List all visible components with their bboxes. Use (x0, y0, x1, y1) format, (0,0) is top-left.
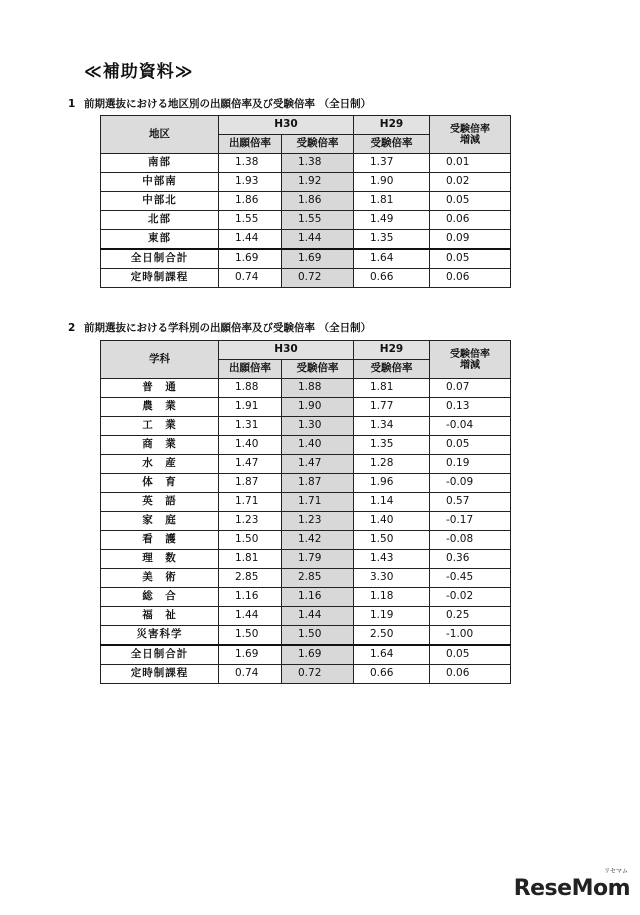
change-cell: -0.08 (430, 531, 511, 550)
row-name: 中部南 (101, 173, 219, 192)
row-name: 福 祉 (101, 607, 219, 626)
header-region: 地区 (101, 116, 219, 154)
table-row (101, 493, 511, 512)
row-name: 南部 (101, 154, 219, 173)
exam-ratio-cell: 1.69 (282, 645, 354, 665)
header-change-line2: 増減 (460, 134, 480, 146)
exam-ratio-cell: 1.50 (282, 626, 354, 646)
row-name: 全日制合計 (101, 645, 219, 665)
table-row (101, 436, 511, 455)
row-name: 家 庭 (101, 512, 219, 531)
exam-ratio-cell: 2.85 (282, 569, 354, 588)
change-cell: 0.19 (430, 455, 511, 474)
exam-ratio-cell: 1.30 (282, 417, 354, 436)
row-name: 水 産 (101, 455, 219, 474)
header-h30: H30 (219, 341, 354, 360)
exam-ratio-cell: 1.90 (282, 398, 354, 417)
change-cell: -0.17 (430, 512, 511, 531)
apply-ratio-cell: 1.69 (219, 645, 282, 665)
table-row (101, 192, 511, 211)
apply-ratio-cell: 1.87 (219, 474, 282, 493)
header-change-line2: 増減 (460, 359, 480, 371)
apply-ratio-cell: 0.74 (219, 269, 282, 288)
change-cell: -0.02 (430, 588, 511, 607)
change-cell: 0.05 (430, 645, 511, 665)
apply-ratio-cell: 2.85 (219, 569, 282, 588)
apply-ratio-cell: 1.44 (219, 230, 282, 250)
row-name: 定時制課程 (101, 269, 219, 288)
section2-number: 2 (68, 322, 76, 334)
apply-ratio-cell: 1.81 (219, 550, 282, 569)
change-cell: -0.09 (430, 474, 511, 493)
apply-ratio-cell: 1.50 (219, 626, 282, 646)
row-name: 北部 (101, 211, 219, 230)
apply-ratio-cell: 1.69 (219, 249, 282, 269)
change-cell: 0.05 (430, 192, 511, 211)
exam-ratio-cell: 1.40 (282, 436, 354, 455)
table-row (101, 230, 511, 250)
exam-ratio-cell: 1.79 (282, 550, 354, 569)
logo-text: ReseMom (513, 876, 630, 901)
h29-exam-ratio-cell: 1.28 (354, 455, 430, 474)
h29-exam-ratio-cell: 1.40 (354, 512, 430, 531)
apply-ratio-cell: 1.31 (219, 417, 282, 436)
h29-exam-ratio-cell: 3.30 (354, 569, 430, 588)
header-change-line1: 受験倍率 (450, 123, 490, 135)
row-name: 災害科学 (101, 626, 219, 646)
exam-ratio-cell: 1.44 (282, 230, 354, 250)
change-cell: -0.45 (430, 569, 511, 588)
table-row (101, 607, 511, 626)
apply-ratio-cell: 1.86 (219, 192, 282, 211)
apply-ratio-cell: 1.50 (219, 531, 282, 550)
h29-exam-ratio-cell: 1.37 (354, 154, 430, 173)
h29-exam-ratio-cell: 1.34 (354, 417, 430, 436)
table-row (101, 665, 511, 684)
header-h29: H29 (354, 116, 430, 135)
header-change-line1: 受験倍率 (450, 348, 490, 360)
row-name: 全日制合計 (101, 249, 219, 269)
header-course: 学科 (101, 341, 219, 379)
logo-small-text: リセマム (604, 868, 628, 875)
h29-exam-ratio-cell: 0.66 (354, 665, 430, 684)
header-exam-ratio-h29: 受験倍率 (354, 360, 430, 379)
apply-ratio-cell: 0.74 (219, 665, 282, 684)
h29-exam-ratio-cell: 1.14 (354, 493, 430, 512)
row-name: 工 業 (101, 417, 219, 436)
change-cell: 0.06 (430, 665, 511, 684)
exam-ratio-cell: 1.47 (282, 455, 354, 474)
section2-heading (68, 320, 371, 335)
h29-exam-ratio-cell: 1.81 (354, 192, 430, 211)
header-exam-ratio: 受験倍率 (282, 135, 354, 154)
exam-ratio-cell: 1.38 (282, 154, 354, 173)
exam-ratio-cell: 0.72 (282, 269, 354, 288)
exam-ratio-cell: 0.72 (282, 665, 354, 684)
h29-exam-ratio-cell: 1.43 (354, 550, 430, 569)
row-name: 理 数 (101, 550, 219, 569)
row-name: 中部北 (101, 192, 219, 211)
document-title: ≪補助資料≫ (84, 62, 194, 82)
table-row (101, 474, 511, 493)
h29-exam-ratio-cell: 2.50 (354, 626, 430, 646)
section1-heading (68, 96, 371, 111)
h29-exam-ratio-cell: 1.19 (354, 607, 430, 626)
exam-ratio-cell: 1.55 (282, 211, 354, 230)
resemom-logo (513, 868, 630, 901)
header-apply-ratio: 出願倍率 (219, 360, 282, 379)
change-cell: 0.05 (430, 436, 511, 455)
change-cell: -1.00 (430, 626, 511, 646)
header-apply-ratio: 出願倍率 (219, 135, 282, 154)
table-row (101, 211, 511, 230)
change-cell: -0.04 (430, 417, 511, 436)
exam-ratio-cell: 1.92 (282, 173, 354, 192)
change-cell: 0.57 (430, 493, 511, 512)
h29-exam-ratio-cell: 1.77 (354, 398, 430, 417)
table-row (101, 154, 511, 173)
course-table (100, 340, 511, 684)
apply-ratio-cell: 1.23 (219, 512, 282, 531)
exam-ratio-cell: 1.86 (282, 192, 354, 211)
table-row (101, 588, 511, 607)
section2-title: 前期選抜における学科別の出願倍率及び受験倍率 （全日制） (84, 322, 372, 334)
h29-exam-ratio-cell: 1.64 (354, 645, 430, 665)
table-row (101, 269, 511, 288)
apply-ratio-cell: 1.44 (219, 607, 282, 626)
row-name: 美 術 (101, 569, 219, 588)
section1-title: 前期選抜における地区別の出願倍率及び受験倍率 （全日制） (84, 98, 372, 110)
header-change (430, 116, 511, 154)
header-change (430, 341, 511, 379)
change-cell: 0.36 (430, 550, 511, 569)
change-cell: 0.09 (430, 230, 511, 250)
header-exam-ratio-h29: 受験倍率 (354, 135, 430, 154)
region-table (100, 115, 511, 288)
table-row (101, 455, 511, 474)
change-cell: 0.01 (430, 154, 511, 173)
apply-ratio-cell: 1.71 (219, 493, 282, 512)
h29-exam-ratio-cell: 1.49 (354, 211, 430, 230)
h29-exam-ratio-cell: 1.81 (354, 379, 430, 398)
exam-ratio-cell: 1.23 (282, 512, 354, 531)
change-cell: 0.06 (430, 211, 511, 230)
row-name: 商 業 (101, 436, 219, 455)
apply-ratio-cell: 1.88 (219, 379, 282, 398)
apply-ratio-cell: 1.55 (219, 211, 282, 230)
apply-ratio-cell: 1.91 (219, 398, 282, 417)
table-row (101, 550, 511, 569)
row-name: 普 通 (101, 379, 219, 398)
h29-exam-ratio-cell: 1.18 (354, 588, 430, 607)
change-cell: 0.05 (430, 249, 511, 269)
h29-exam-ratio-cell: 1.64 (354, 249, 430, 269)
table-row (101, 249, 511, 269)
row-name: 東部 (101, 230, 219, 250)
h29-exam-ratio-cell: 1.50 (354, 531, 430, 550)
table-row (101, 569, 511, 588)
table-row (101, 531, 511, 550)
apply-ratio-cell: 1.93 (219, 173, 282, 192)
h29-exam-ratio-cell: 1.90 (354, 173, 430, 192)
exam-ratio-cell: 1.71 (282, 493, 354, 512)
region-table-body (101, 154, 511, 288)
change-cell: 0.07 (430, 379, 511, 398)
h29-exam-ratio-cell: 1.35 (354, 436, 430, 455)
section1-number: 1 (68, 98, 76, 110)
row-name: 英 語 (101, 493, 219, 512)
change-cell: 0.25 (430, 607, 511, 626)
exam-ratio-cell: 1.42 (282, 531, 354, 550)
row-name: 農 業 (101, 398, 219, 417)
apply-ratio-cell: 1.40 (219, 436, 282, 455)
change-cell: 0.13 (430, 398, 511, 417)
header-h29: H29 (354, 341, 430, 360)
change-cell: 0.06 (430, 269, 511, 288)
table-row (101, 398, 511, 417)
row-name: 体 育 (101, 474, 219, 493)
course-table-body (101, 379, 511, 684)
exam-ratio-cell: 1.16 (282, 588, 354, 607)
apply-ratio-cell: 1.16 (219, 588, 282, 607)
h29-exam-ratio-cell: 1.96 (354, 474, 430, 493)
change-cell: 0.02 (430, 173, 511, 192)
exam-ratio-cell: 1.69 (282, 249, 354, 269)
exam-ratio-cell: 1.88 (282, 379, 354, 398)
table-row (101, 645, 511, 665)
exam-ratio-cell: 1.44 (282, 607, 354, 626)
table-row (101, 417, 511, 436)
row-name: 定時制課程 (101, 665, 219, 684)
apply-ratio-cell: 1.47 (219, 455, 282, 474)
row-name: 総 合 (101, 588, 219, 607)
exam-ratio-cell: 1.87 (282, 474, 354, 493)
row-name: 看 護 (101, 531, 219, 550)
table-row (101, 626, 511, 646)
apply-ratio-cell: 1.38 (219, 154, 282, 173)
table-row (101, 379, 511, 398)
header-exam-ratio: 受験倍率 (282, 360, 354, 379)
header-h30: H30 (219, 116, 354, 135)
table-row (101, 512, 511, 531)
h29-exam-ratio-cell: 1.35 (354, 230, 430, 250)
h29-exam-ratio-cell: 0.66 (354, 269, 430, 288)
table-row (101, 173, 511, 192)
